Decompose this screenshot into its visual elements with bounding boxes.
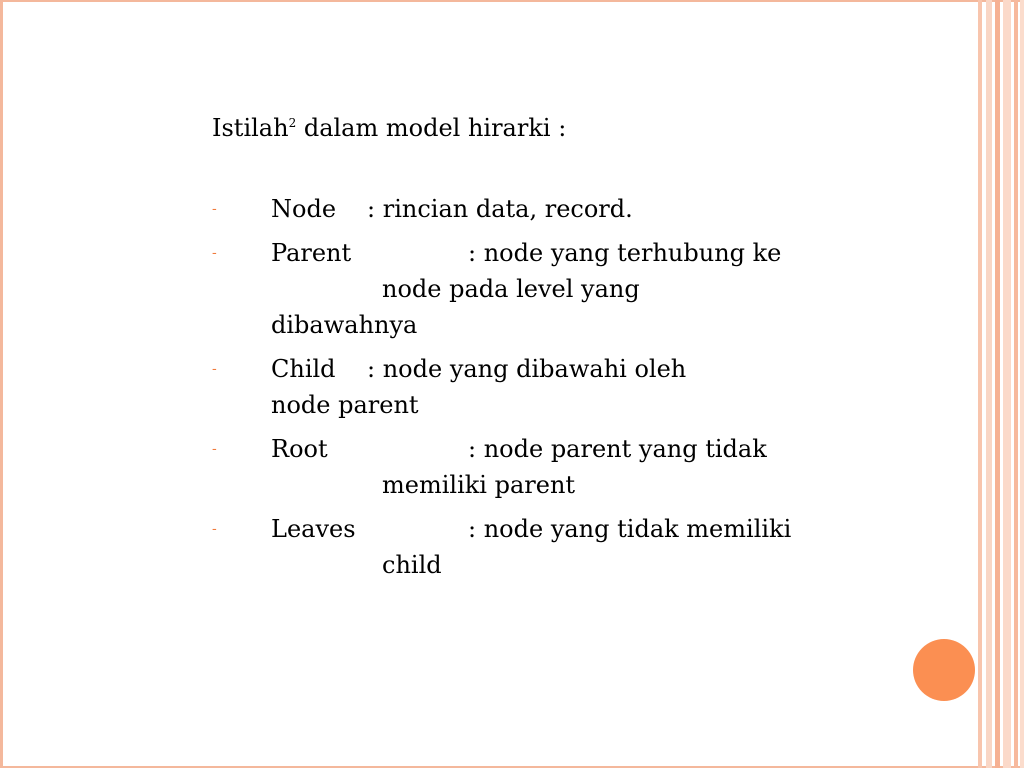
term-definition: : node yang dibawahi oleh: [367, 355, 687, 383]
term-definition-continued: dibawahnya: [271, 311, 418, 339]
term-label: Parent: [271, 239, 352, 267]
term-definition-continued: node parent: [271, 391, 419, 419]
term-list: [212, 191, 872, 583]
list-item-root: [212, 431, 872, 503]
heading-prefix: Istilah: [212, 114, 289, 142]
decorative-stripe: [995, 0, 1000, 768]
bullet-dash: -: [212, 361, 217, 377]
decorative-stripe: [986, 0, 992, 768]
list-item-parent: [212, 235, 872, 343]
term-label: Root: [271, 435, 328, 463]
term-definition: : node parent yang tidak: [468, 435, 767, 463]
list-item-child: [212, 351, 872, 423]
term-definition: : node yang terhubung ke: [468, 239, 782, 267]
decorative-circle: [913, 639, 975, 701]
term-definition: : rincian data, record.: [367, 195, 633, 223]
bullet-dash: -: [212, 521, 217, 537]
term-label: Leaves: [271, 515, 356, 543]
bullet-dash: -: [212, 201, 217, 217]
decorative-stripe: [1003, 0, 1011, 768]
term-definition-continued: node pada level yang: [382, 275, 640, 303]
slide-content: [212, 110, 872, 591]
decorative-stripe: [1014, 0, 1018, 768]
list-item-node: [212, 191, 872, 227]
term-definition: : node yang tidak memiliki: [468, 515, 792, 543]
term-definition-continued: child: [382, 551, 442, 579]
heading-suffix: dalam model hirarki :: [296, 114, 567, 142]
decorative-stripe: [978, 0, 982, 768]
list-item-leaves: [212, 511, 872, 583]
bullet-dash: -: [212, 245, 217, 261]
frame-left-border: [0, 0, 3, 768]
frame-top-border: [0, 0, 1024, 2]
decorative-stripe: [1020, 0, 1024, 768]
slide-heading: [212, 110, 872, 146]
term-label: Child: [271, 355, 336, 383]
heading-superscript: 2: [288, 116, 297, 130]
term-label: Node: [271, 195, 337, 223]
bullet-dash: -: [212, 441, 217, 457]
term-definition-continued: memiliki parent: [382, 471, 576, 499]
